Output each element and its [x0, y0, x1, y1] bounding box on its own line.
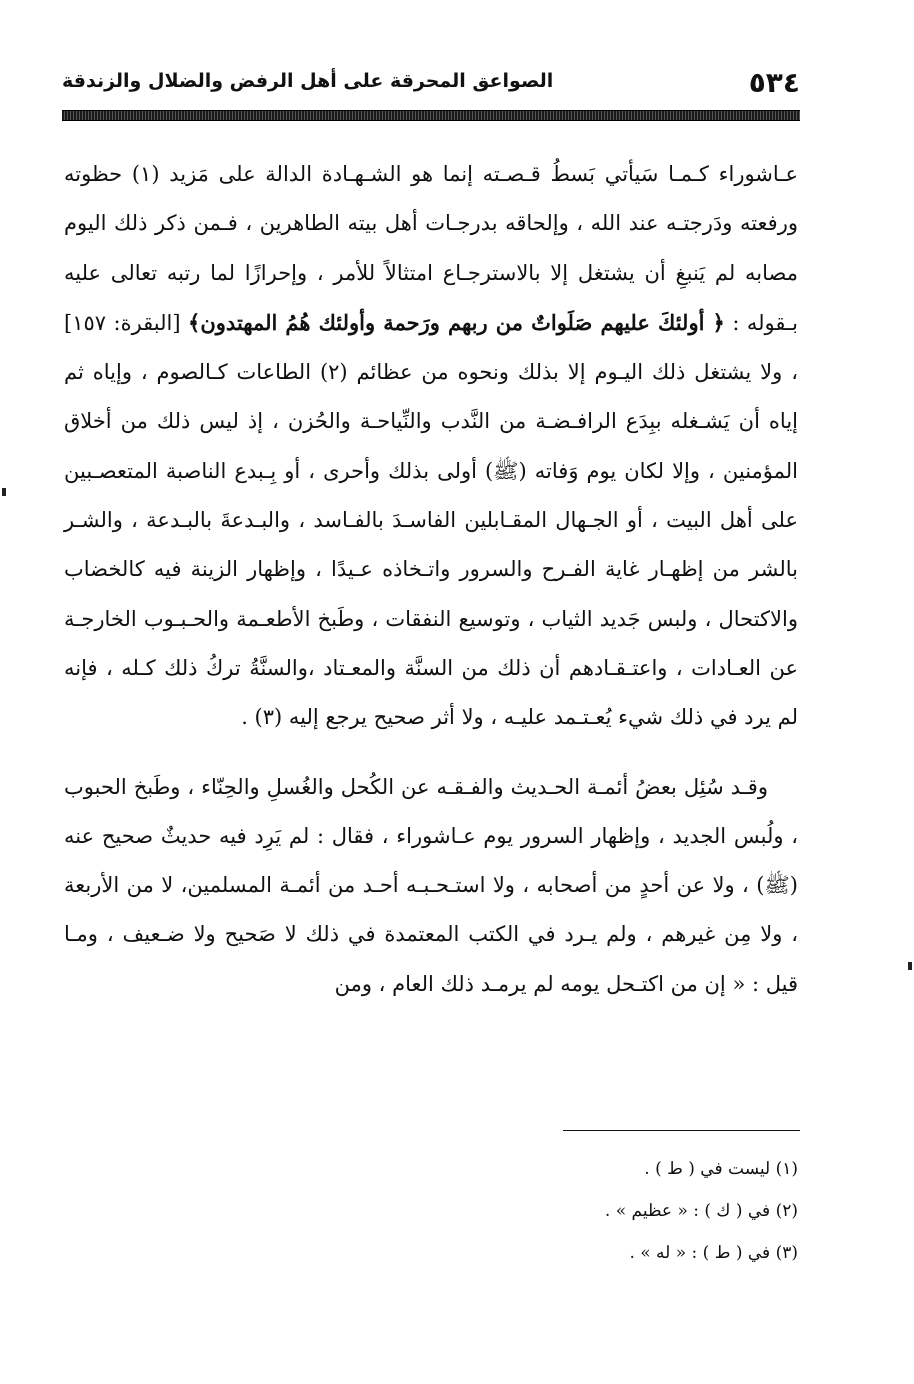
scan-margin-mark [908, 962, 912, 970]
paragraph-2: وقـد سُئِل بعضُ أئمـة الحـديث والفـقـه عن الكُحل والغُسلِ والحِنّاء ، وطَبخ الحبوب ، ولُبس الجديد ، وإظهار السرور يوم عـاشوراء ، فقال : لم يَرِد فيه حديثٌ صحيح عنه (ﷺ) ، ولا عن أحدٍ من أصحابه ، ولا استـحـبـه أحـد من أئمـة المسلمين، لا من الأربعة ، ولا مِن غيرهم ، ولم يـرد في الكتب المعتمدة في ذلك لا صَحيح ولا ضـعيف ، ومـا قيل : « إن من اكتـحل يومه لم يرمـد ذلك العام ، ومن [64, 774, 798, 996]
footnote-1: (١) ليست في ( ط ) . [644, 1159, 798, 1179]
footnote-divider [563, 1130, 800, 1131]
main-text [64, 150, 798, 1009]
paragraph-1 [64, 150, 798, 743]
footnote-2: (٢) في ( ك ) : « عظيم » . [604, 1201, 798, 1221]
page-header [62, 58, 800, 102]
page-number: ٥٣٤ [748, 66, 800, 99]
footnotes [64, 1148, 798, 1274]
footnote-3: (٣) في ( ط ) : « له » . [629, 1243, 798, 1263]
quran-verse: ﴿ أولئكَ عليهم صَلَواتٌ من ربهم ورَحمة وأولئك هُمُ المهتدون﴾ [188, 309, 725, 335]
running-title: الصواعق المحرقة على أهل الرفض والضلال والزندقة [62, 70, 554, 92]
scan-margin-mark [2, 488, 6, 496]
paragraph-1-part-2: [البقرة: ١٥٧] ، ولا يشتغل ذلك اليـوم إلا بذلك ونحوه من عظائم (٢) الطاعات كـالصوم ، وإياه ثم إياه أن يَشـغله ببِدَع الرافـضـة من النَّدب والنِّياحـة والحُزن ، إذ ليس ذلك من أخلاق المؤمنين ، وإلا لكان يوم وَفاته (ﷺ) أولى بذلك وأحرى ، أو بِـبدع الناصبة المتعصـبين على أهل البيت ، أو الجـهال المقـابلين الفاسـدَ بالفـاسد ، والبـدعةَ بالبـدعة ، والشـر بالشر من إظهـار غاية الفـرح والسرور واتـخاذه عـيدًا ، وإظهار الزينة فيه كالخضاب والاكتحال ، ولبس جَديد الثياب ، وتوسيع النفقات ، وطَبخ الأطعـمة والحـبـوب الخارجـة عن العـادات ، واعتـقـادهم أن ذلك من السنَّة والمعـتاد ،والسنَّةُ تركُ ذلك كـله ، فإنه لم يرد في ذلك شيء يُعـتـمد عليـه ، ولا أثر صحيح يرجع إليه (٣) . [64, 310, 799, 730]
paragraph-1-part-1: عـاشوراء كـمـا سَيأتي بَسطُ قـصـته إنما هو الشـهـادة الدالة على مَزيد (١) حظوته ورفعته ودَرجتـه عند الله ، وإلحاقه بدرجـات أهل بيته الطاهرين ، فـمن ذكر ذلك اليوم مصابه لم يَنبغِ أن يشتغل إلا بالاسترجـاع امتثالاً للأمر ، وإحرازًا لما رتبه تعالى عليه بـقوله : [64, 162, 798, 335]
header-divider [62, 110, 800, 121]
